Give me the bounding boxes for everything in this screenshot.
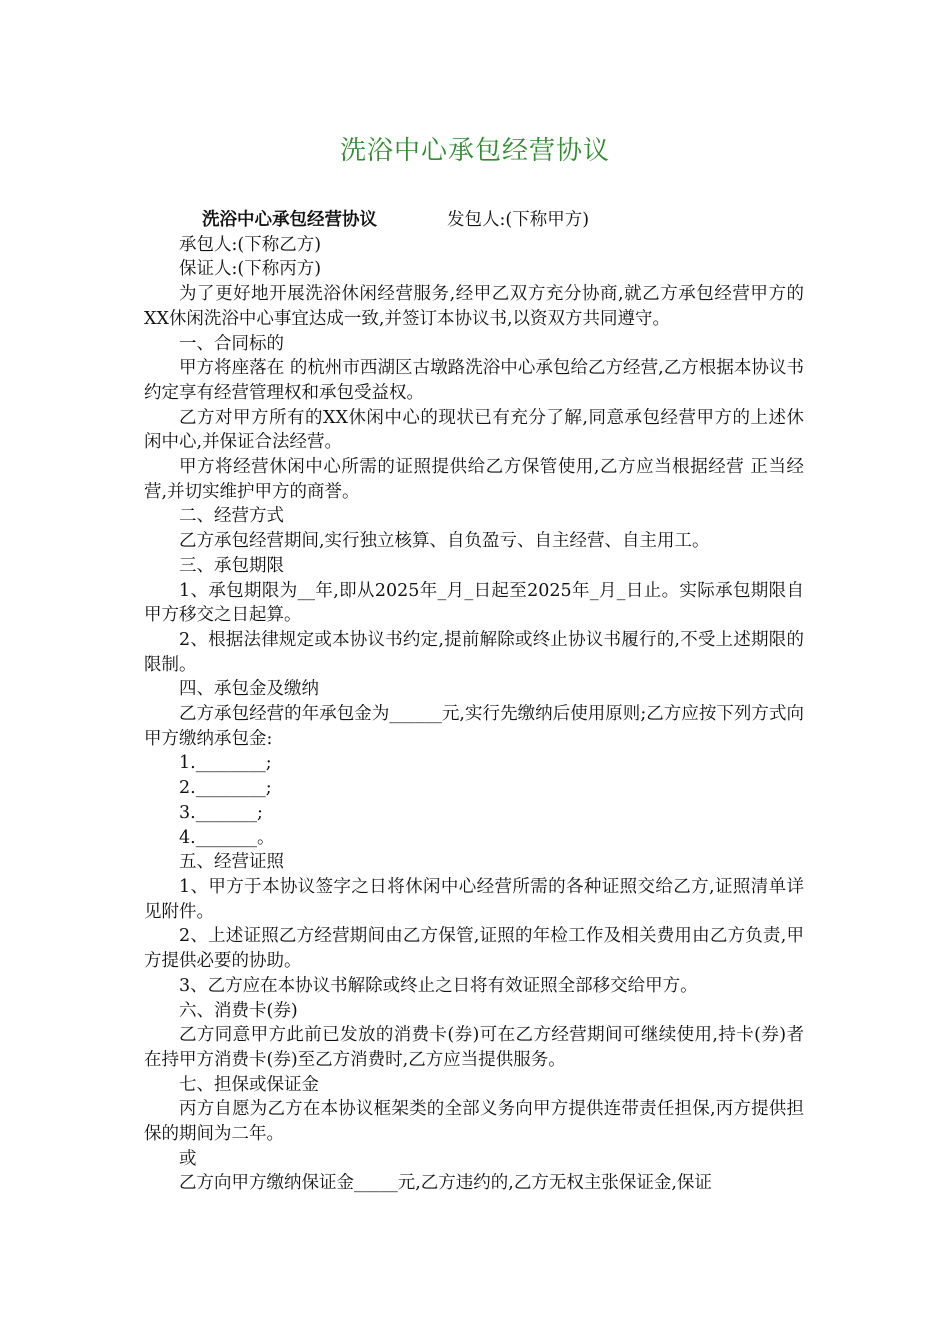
paragraph: 甲方将经营休闲中心所需的证照提供给乙方保管使用,乙方应当根据经营 正当经营,并切实维护甲方的商誉。 xyxy=(144,457,804,502)
section-heading: 二、经营方式 xyxy=(179,506,284,527)
paragraph: 乙方承包经营期间,实行独立核算、自负盈亏、自主经营、自主用工。 xyxy=(179,531,710,552)
paragraph: 2、根据法律规定或本协议书约定,提前解除或终止协议书履行的,不受上述期限的限制。 xyxy=(144,629,804,675)
section-heading: 四、承包金及缴纳 xyxy=(179,679,319,700)
paragraph: 乙方承包经营的年承包金为______元,实行先缴纳后使用原则;乙方应按下列方式向甲方缴纳承包金: xyxy=(144,704,804,749)
paragraph: 丙方自愿为乙方在本协议框架类的全部义务向甲方提供连带责任担保,丙方提供担保的期间为二年。 xyxy=(144,1099,804,1145)
paragraph: 甲方将座落在 的杭州市西湖区古墩路洗浴中心承包给乙方经营,乙方根据本协议书约定享有经营管理权和承包受益权。 xyxy=(144,358,804,403)
paragraph: 3、乙方应在本协议书解除或终止之日将有效证照全部移交给甲方。 xyxy=(179,975,698,996)
header-right: 发包人:(下称甲方) xyxy=(447,210,590,230)
section-heading: 一、合同标的 xyxy=(179,333,284,354)
section-heading: 七、担保或保证金 xyxy=(179,1074,319,1095)
paragraph: 2、上述证照乙方经营期间由乙方保管,证照的年检工作及相关费用由乙方负责,甲方提供必要的协助。 xyxy=(144,926,804,972)
paragraph-list xyxy=(144,282,804,1196)
paragraph: 为了更好地开展洗浴休闲经营服务,经甲乙双方充分协商,就乙方承包经营甲方的XX休闲洗浴中心事宜达成一致,并签订本协议书,以资双方共同遵守。 xyxy=(144,284,804,329)
section-heading: 2.________; xyxy=(179,778,272,799)
paragraph: 乙方同意甲方此前已发放的消费卡(券)可在乙方经营期间可继续使用,持卡(券)者在持甲方消费卡(券)至乙方消费时,乙方应当提供服务。 xyxy=(144,1025,804,1070)
section-heading: 三、承包期限 xyxy=(179,555,284,576)
header-line xyxy=(144,208,804,233)
paragraph: 1、承包期限为__年,即从2025年_月_日起至2025年_月_日止。实际承包期限自甲方移交之日起算。 xyxy=(144,580,804,626)
paragraph: 乙方对甲方所有的XX休闲中心的现状已有充分了解,同意承包经营甲方的上述休闲中心,并保证合法经营。 xyxy=(144,407,804,453)
section-heading: 或 xyxy=(179,1148,197,1169)
section-heading: 3._______; xyxy=(179,802,263,823)
section-heading: 六、消费卡(券) xyxy=(179,1000,298,1021)
header-left: 洗浴中心承包经营协议 xyxy=(202,210,377,230)
section-heading: 五、经营证照 xyxy=(179,852,284,873)
section-heading: 1.________; xyxy=(179,753,272,774)
party-line: 保证人:(下称丙方) xyxy=(179,259,322,280)
section-heading: 4._______。 xyxy=(179,827,275,848)
paragraph: 1、甲方于本协议签字之日将休闲中心经营所需的各种证照交给乙方,证照清单详见附件。 xyxy=(144,876,804,922)
party-line: 承包人:(下称乙方) xyxy=(179,234,322,255)
document-title: 洗浴中心承包经营协议 xyxy=(339,136,610,166)
document-body xyxy=(144,208,804,1196)
paragraph: 乙方向甲方缴纳保证金_____元,乙方违约的,乙方无权主张保证金,保证 xyxy=(179,1173,712,1194)
